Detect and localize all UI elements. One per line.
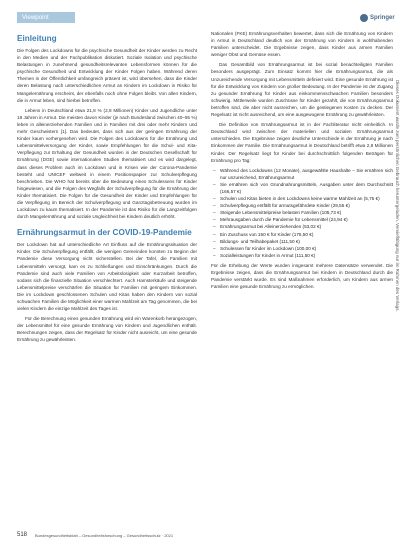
page-number: 518 <box>17 532 28 538</box>
publisher-logo <box>360 13 396 23</box>
paragraph: Die Definition von Ernährungsarmut ist in der Fachliteratur nicht einheitlich. In Deutschland wird zwischen der materiellen und sozialen Ernährungsarmut unterschieden. Die Ergebnisse zeigen deutliche Unterschiede in der Ernährung je nach Einkommen der Familie. Die Ernährungsarmut in Deutschland betrifft etwa 2,8 Millionen Kinder. Der Regelsatz liegt für Kinder bei durchschnittlich folgenden Beträgen für Ernährung pro Tag: <box>211 122 393 163</box>
list-item: – Steigende Lebensmittelpreise belasten Familien (105,73 €) <box>211 209 393 216</box>
section-tag: Viewpoint <box>17 12 75 23</box>
paragraph: Die Folgen des Lockdowns für die psychische Gesundheit der Kinder werden zu Recht in den Medien und der Fachpublikation diskutiert. Soziale Isolation und psychische Belastungen in zunehmend gesundheitsrelevanten Lebensformen können für die psychische Gesundheit und Entwicklung der Kinder Folgen haben. Während deren Themen in der Öffentlichkeit umfangreich präsent ist, wird übersehen, dass die Kinder deren Belastung nach unterschiedlichen Armut an Kindern im Lockdown in Risiko für Mangelernährung erscheint, der ebenfalls noch ohne Folgen bleibt. Von allen Kindern, die in Armut leben, sind hierbei betroffen. <box>17 48 197 103</box>
list-item: – Bildungs- und Teilhabepaket (111,50 €) <box>211 238 393 245</box>
paragraph: Lebens in Deutschland etwa 21,8 % (2,8 Millionen) Kinder und Jugendliche unter 18 Jahren in Armut. Die meisten davon Kinder (je nach Bundesland zwischen 40–55 %) leben in alleinerziehenden Familien und in Familien mit drei oder mehr Kindern und mehr Geschwistern [1]. Das bedeutet, dass sich aus der geringen Ernährung der Kinder kaum vorhergesehen wird. Die Folgen des Lockdowns für die Ernährung und Lebensmittelversorgung der Kinder, sowie Empfehlungen für die Schul- und Kita-Verpflegung zur Erhaltung der Gesundheit wurden in der Deutschen Gesellschaft für Ernährung (DGE) sowie internationalen Studien thematisiert und es wird dargelegt, dass dieses Problem auch im Lockdown und in Krisen wie der Corona-Pandemie besteht und UNICEF weltweit in einem Positionspapier zur Schulverpflegung beschrieben. Die WHO hat bereits über die Bedeutung eines Schulessens für Kinder hingewiesen, und die Folgen des Wegfalls der Schulverpflegung für die Ernährung der Kinder thematisiert. Die Folgen für die Gesundheit der Kinder und Empfehlungen für die Verpflegung im Bereich der Schulverpflegung und Ganztagsbetreuung wurden im Lockdown zu kaum thematisiert. In der Pandemie ist das Risiko für die Langzeitfolgen durch Mangelernährung und soziale Ungleichheit bei Kindern deutlich erhöht. <box>17 107 197 220</box>
paragraph: Für die Erhebung der Werte wurden insgesamt mehrere Datensätze verwendet. Die Ergebnisse zeigen, dass die Ernährungsarmut bei Kindern in Deutschland durch die Pandemie verstärkt wurde. Es sind Maßnahmen erforderlich, um Kindern aus armen Familien eine gesunde Ernährung zu ermöglichen. <box>211 262 393 290</box>
page-header <box>0 0 413 26</box>
section-heading-introduction: Einleitung <box>17 34 57 43</box>
list-item: – Schulverpflegung entfällt für armutsgefährdete Kinder (29,55 €) <box>211 202 393 209</box>
right-column <box>211 30 393 290</box>
section-heading-nutrition-poverty: Ernährungsarmut in der COVID-19-Pandemie <box>17 228 192 238</box>
list-item: – Schulen und Kitas bieten in den Lockdowns keine warme Mahlzeit an (5,75 €) <box>211 195 393 202</box>
list-item: – Mehrausgaben durch die Pandemie für Lebensmittel (24,94 €) <box>211 216 393 223</box>
paragraph: Der Lockdown hat auf unterschiedliche Art Einfluss auf die Ernährungssituation der Kinder. Die Schulverpflegung entfällt, die wenigen Gemeinden konnten zu Beginn der Pandemie diese Versorgung nicht sicherstellen. Bei der Tafel, die Familien mit Lebensmitteln versorgt, kam es zu Schließungen und Einschränkungen. Durch die Pandemie sind auch viele Familien von Arbeitslosigkeit oder Kurzarbeit betroffen, sodass sich die finanzielle Situation verschlechtert. Auch Hamsterkäufe und steigende Lebensmittelpreise verschärfen die Situation für Familien mit geringem Einkommen. Die im Lockdown geschlossenen Schulen und Kitas haben den Kindern von sozial schwachen Familien die Möglichkeit einer warmen Mahlzeit am Tag genommen, die bei vielen Kindern die einzige Mahlzeit des Tages ist. <box>17 242 197 312</box>
paragraph: Für die Berechnung eines gesunden Ernährung wird ein Warenkorb herangezogen, der Lebensmittel für eine gesunde Ernährung von Kindern und Jugendlichen enthält. Berechnungen zeigen, dass der Regelsatz für Kinder nicht ausreicht, um eine gesunde Ernährung zu gewährleisten. <box>17 316 197 343</box>
logo-text: Springer <box>370 15 395 21</box>
left-column <box>17 34 197 344</box>
list-item: – Sozialleistungen für Kinder in Armut (111,50 €) <box>211 252 393 259</box>
bullet-list <box>211 167 393 259</box>
logo-icon <box>360 14 368 22</box>
list-item: – Ernährungsarmut bei Alleinerziehenden (53,02 €) <box>211 223 393 230</box>
list-item: – Ein Zuschuss von 150 € für Kinder (175,50 €) <box>211 231 393 238</box>
list-item: – Sie ernähren sich von Grundnahrungsmitteln, Ausgaben unter dem Durchschnitt (166,57 €) <box>211 181 393 195</box>
list-item: – Während des Lockdowns (12 Monate), ausgewählte Haushalte – Sie ernähren sich nur unzureichend, Ernährungsarmut <box>211 167 393 181</box>
paragraph: Nationalen (FKE) Ernährungsverhalten bewertet, dass sich die Ernährung von Kindern in Armut in Deutschland deutlich von der Ernährung von Kindern in wohlhabenden Familien unterscheidet. Die Ergebnisse zeigen, dass Kinder aus armen Familien weniger Obst und Gemüse essen. <box>211 31 393 58</box>
footer-citation: Bundesgesundheitsblatt – Gesundheitsforschung – Gesundheitsschutz · 2021 <box>35 532 174 538</box>
list-item: – Schulessen für Kinder im Lockdown (100,00 €) <box>211 245 393 252</box>
side-copyright-note: Dieses Dokument wurde zum persönlichen Gebrauch heruntergeladen. Vervielfältigung nur im Rahmen des Verlags. <box>395 80 400 312</box>
paragraph: Das Gesamtbild von Ernährungsarmut ist bei sozial benachteiligten Familien besonders ausgeprägt. Zum Einsatz kommt hier die Ernährungsarmut, die als Unzureichende Versorgung mit Lebensmitteln definiert wird. Eine gesunde Ernährung ist für die Entwicklung von Kindern von großer Bedeutung. In der Pandemie ist der Zugang zu gesunder Ernährung für Kinder aus einkommensschwachen Familien besonders schwierig. Mittlerweile wurden Zuschüsse für Kinder gezahlt, die von Ernährungsarmut betroffen sind, die aber nicht ausreichen, um die gestiegenen Kosten zu decken. Der Regelsatz ist nicht ausreichend, um eine ausgewogene Ernährung zu gewährleisten. <box>211 62 393 118</box>
page-footer <box>17 531 396 539</box>
